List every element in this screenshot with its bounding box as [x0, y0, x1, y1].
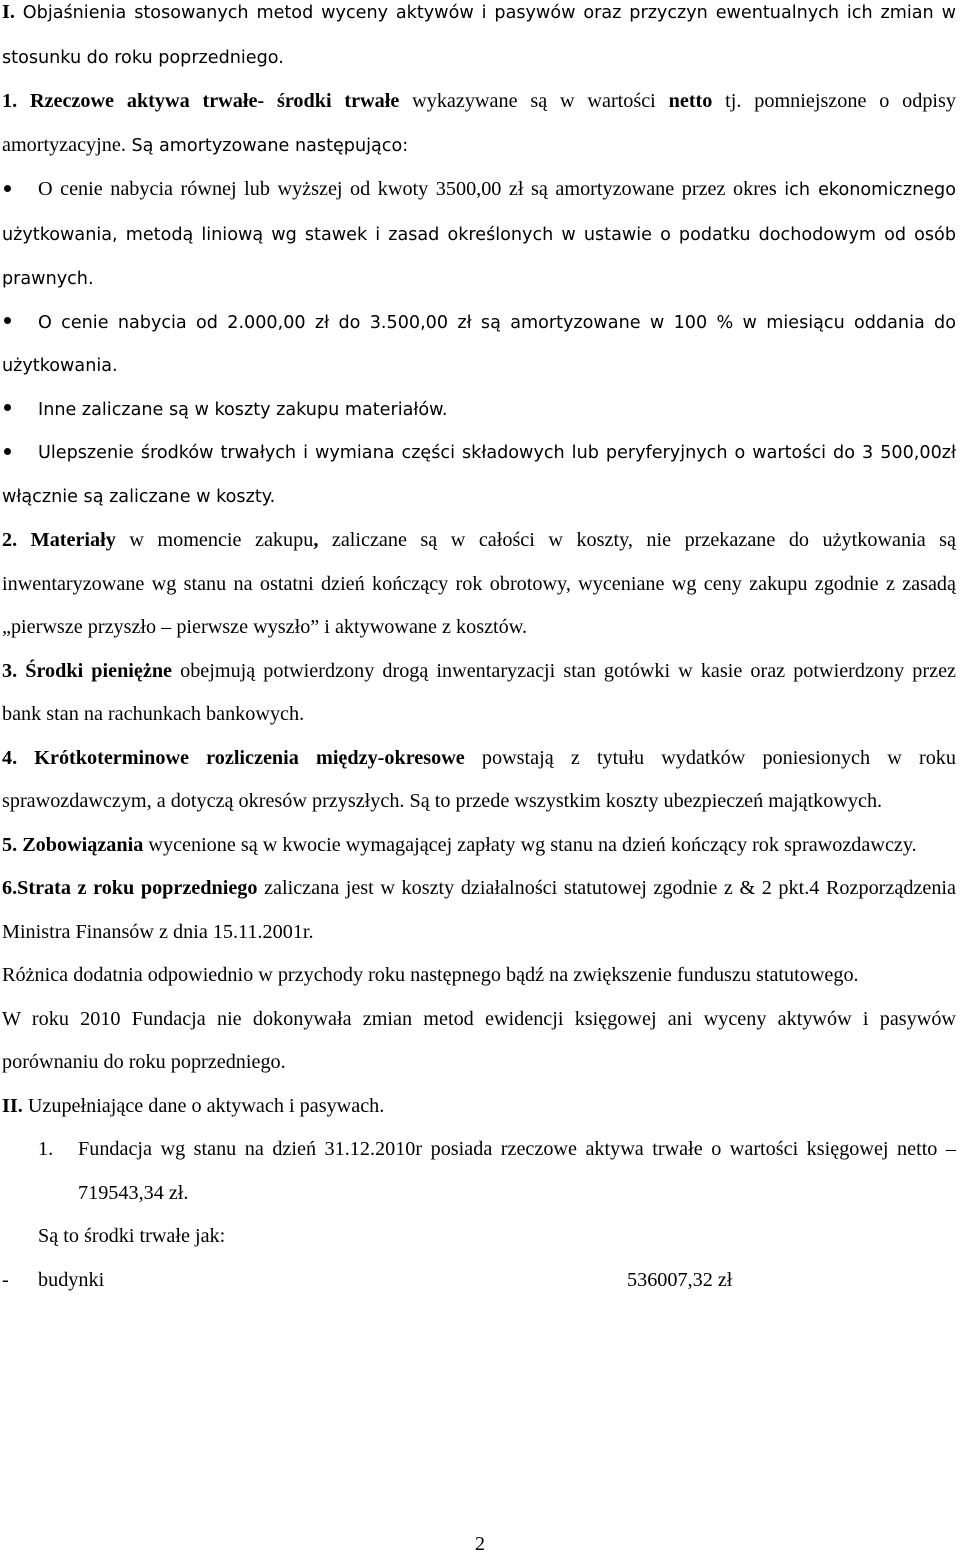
paragraph-fixed-assets: 1. Rzeczowe aktywa trwałe- środki trwałe wykazywane są w wartości netto tj. pomniejszone o odpisy amortyzacyjne. Są amortyzowane następująco:: [2, 90, 956, 156]
bullet-item-1: O cenie nabycia równej lub wyższej od kwoty 3500,00 zł są amortyzowane przez okres ich ekonomicznego użytkowania, metodą liniową wg stawek i zasad określonych w ustawie o podatku dochodowym od osób prawnych.: [2, 168, 956, 302]
bullet-icon: [2, 389, 38, 433]
numbered-list: [2, 1128, 956, 1215]
paragraph-prepayments: 4. Krótkoterminowe rozliczenia między-okresowe powstają z tytułu wydatków poniesionych w roku sprawozdawczym, a dotyczą okresów przyszłych. Są to przede wszystkim koszty ubezpieczeń majątkowych.: [2, 746, 956, 812]
bullet-icon: [2, 168, 38, 212]
paragraph-positive-difference: Różnica dodatnia odpowiednio w przychody roku następnego bądź na zwiększenie funduszu statutowego.: [2, 964, 859, 986]
list-item: 1. Fundacja wg stanu na dzień 31.12.2010r posiada rzeczowe aktywa trwałe o wartości księgowej netto – 719543,34 zł.: [38, 1138, 956, 1204]
paragraph-no-changes: W roku 2010 Fundacja nie dokonywała zmian metod ewidencji księgowej ani wyceny aktywów i pasywów porównaniu do roku poprzedniego.: [2, 1007, 956, 1073]
paragraph-prior-year-loss: 6.Strata z roku poprzedniego zaliczana jest w koszty działalności statutowej zgodnie z & 2 pkt.4 Rozporządzenia Ministra Finansów z dnia 15.11.2001r.: [2, 877, 956, 943]
paragraph-liabilities: 5. Zobowiązania wycenione są w kwocie wymagającej zapłaty wg stanu na dzień kończący rok sprawozdawczy.: [2, 833, 917, 856]
section-1-heading: I. Objaśnienia stosowanych metod wyceny aktywów i pasywów oraz przyczyn ewentualnych ich zmian w stosunku do roku poprzedniego.: [2, 1, 956, 68]
asset-row-buildings: - budynki 536007,32 zł: [2, 1268, 733, 1291]
bullet-icon: [2, 302, 38, 346]
paragraph-cash: 3. Środki pieniężne obejmują potwierdzony drogą inwentaryzacji stan gotówki w kasie oraz potwierdzony przez bank stan na rachunkach bankowych.: [2, 659, 956, 725]
page-number: 2: [475, 1533, 485, 1555]
bullet-item-4: Ulepszenie środków trwałych i wymiana części składowych lub peryferyjnych o wartości do 3 500,00zł włącznie są zaliczane w koszty.: [2, 432, 956, 519]
bullet-item-2: O cenie nabycia od 2.000,00 zł do 3.500,00 zł są amortyzowane w 100 % w miesiącu oddania do użytkowania.: [2, 302, 956, 389]
paragraph-assets-intro: Są to środki trwałe jak:: [38, 1225, 226, 1247]
document-content: [2, 0, 956, 1302]
bullet-item-3: Inne zaliczane są w koszty zakupu materiałów.: [2, 389, 956, 433]
paragraph-materials: 2. Materiały w momencie zakupu, zaliczane są w całości w koszty, nie przekazane do użytkowania są inwentaryzowane wg stanu na ostatni dzień kończący rok obrotowy, wyceniane wg ceny zakupu zgodnie z zasadą „pierwsze przyszło – pierwsze wyszło” i aktywowane z kosztów.: [2, 529, 956, 638]
bullet-icon: [2, 432, 38, 476]
section-2-heading: II. Uzupełniające dane o aktywach i pasywach.: [2, 1094, 385, 1117]
